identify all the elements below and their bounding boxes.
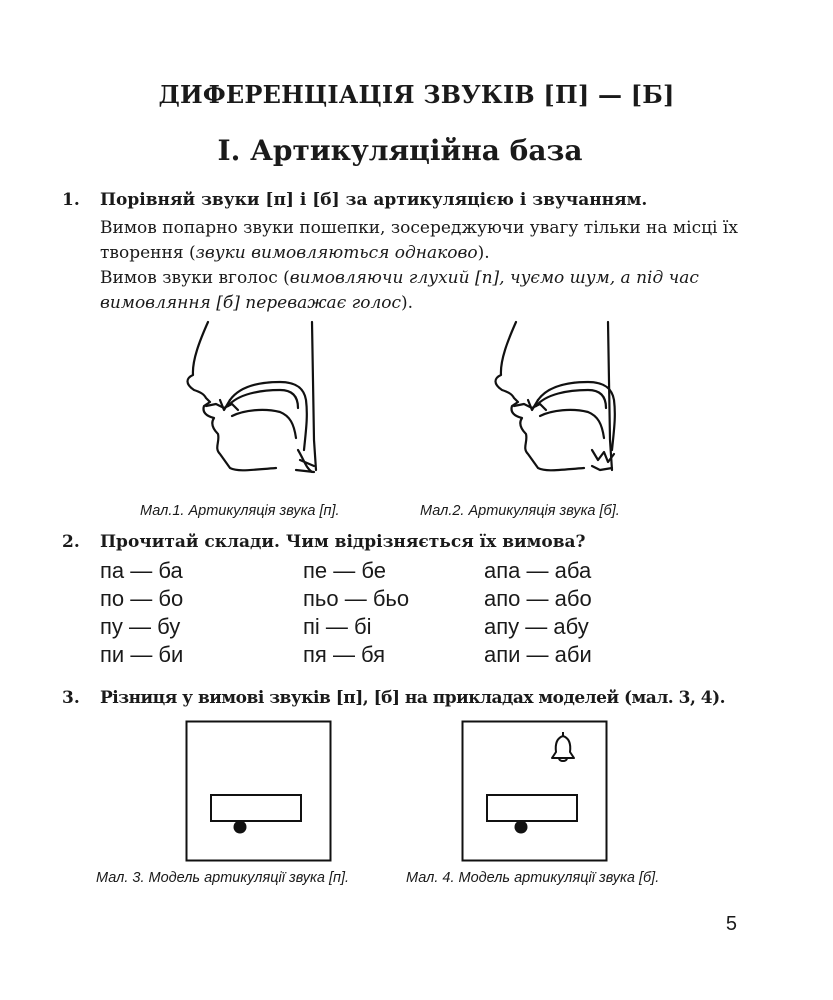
page-title: ДИФЕРЕНЦІАЦІЯ ЗВУКІВ [П] — [Б] — [158, 80, 675, 109]
task-3-heading: Різниця у вимові звуків [п], [б] на прикладах моделей (мал. 3, 4). — [100, 688, 726, 708]
page-number: 5 — [725, 913, 737, 935]
syllable-pair: па — ба — [100, 558, 183, 583]
syllable-pair: апи — аби — [484, 642, 592, 667]
syllable-pair: апа — аба — [484, 558, 592, 583]
articulation-diagram-p — [180, 320, 340, 490]
articulation-model-b — [461, 720, 608, 862]
syllable-pair: по — бо — [100, 586, 184, 611]
task-2-heading: Прочитай склади. Чим відрізняється їх вимова? — [100, 532, 586, 552]
section-title: І. Артикуляційна база — [217, 134, 583, 167]
syllable-pair: пе — бе — [303, 558, 386, 583]
syllable-pair: пя — бя — [303, 642, 386, 667]
syllable-pair: пьо — бьо — [303, 586, 410, 611]
task-1-number: 1. — [62, 190, 80, 210]
syllable-pair: пі — бі — [303, 614, 372, 639]
task-1-paragraph-2: Вимов звуки вголос (вимовляючи глухий [п], чуємо шум, а під час вимовляння [б] переважає голос). — [100, 268, 699, 313]
task-1-paragraph-1: Вимов попарно звуки пошепки, зосереджуючи увагу тільки на місці їх творення (звуки вимовляються однаково). — [100, 218, 738, 263]
task-1-heading: Порівняй звуки [п] і [б] за артикуляцією і звучанням. — [100, 190, 648, 210]
figure-2-caption: Мал.2. Артикуляція звука [б]. — [420, 503, 620, 519]
articulation-diagram-b — [488, 320, 648, 490]
task-3-number: 3. — [62, 688, 80, 708]
figure-4-caption: Мал. 4. Модель артикуляції звука [б]. — [406, 870, 660, 886]
figure-1-caption: Мал.1. Артикуляція звука [п]. — [140, 503, 340, 519]
syllable-pair: апо — або — [484, 586, 592, 611]
figure-3-caption: Мал. 3. Модель артикуляції звука [п]. — [96, 870, 350, 886]
syllable-pair: апу — абу — [484, 614, 589, 639]
syllable-pair: пи — би — [100, 642, 184, 667]
task-2-number: 2. — [62, 532, 80, 552]
syllable-pair: пу — бу — [100, 614, 181, 639]
articulation-model-p — [185, 720, 332, 862]
